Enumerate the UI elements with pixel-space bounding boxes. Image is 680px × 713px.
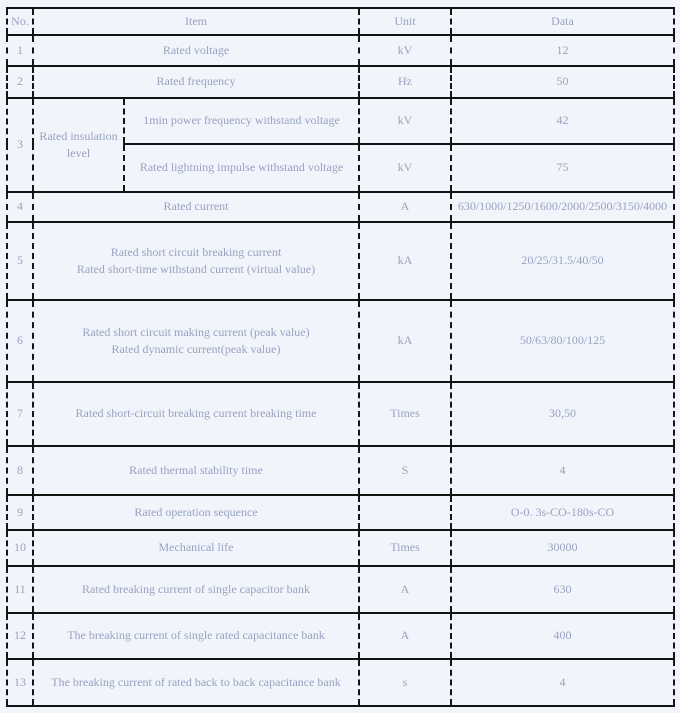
row-4-item: Rated current [33,192,359,222]
row-5-no: 5 [7,222,33,300]
table-row [7,659,674,706]
row-3a-data: 42 [451,98,674,144]
row-1-no: 1 [7,35,33,66]
table-row [7,222,674,300]
row-7-item: Rated short-circuit breaking current breaking time [33,382,359,446]
row-3a-item: 1min power frequency withstand voltage [124,98,359,144]
row-3b-item: Rated lightning impulse withstand voltage [124,144,359,192]
row-9-unit [359,495,451,530]
table-header-row [7,8,674,35]
row-3-group-label: Rated insulation level [33,98,124,192]
row-3b-data: 75 [451,144,674,192]
table-row [7,495,674,530]
table-row [7,566,674,613]
row-11-unit: A [359,566,451,613]
row-7-data: 30,50 [451,382,674,446]
row-6-item-line-1: Rated short circuit making current (peak value) [82,324,310,339]
row-10-data: 30000 [451,530,674,566]
row-12-item: The breaking current of single rated capacitance bank [33,613,359,659]
header-cell-no: No. [7,8,33,35]
row-5-unit: kA [359,222,451,300]
table-row [7,98,674,144]
row-11-item: Rated breaking current of single capacitor bank [33,566,359,613]
row-4-unit: A [359,192,451,222]
row-11-data: 630 [451,566,674,613]
row-6-item [33,300,359,382]
specification-table [6,7,675,707]
table-row [7,530,674,566]
row-5-data: 20/25/31.5/40/50 [451,222,674,300]
row-2-item: Rated frequency [33,66,359,98]
row-12-unit: A [359,613,451,659]
row-5-item [33,222,359,300]
header-cell-unit: Unit [359,8,451,35]
row-13-item: The breaking current of rated back to back capacitance bank [33,659,359,706]
row-1-data: 12 [451,35,674,66]
row-6-no: 6 [7,300,33,382]
row-6-unit: kA [359,300,451,382]
row-8-no: 8 [7,446,33,495]
row-3a-unit: kV [359,98,451,144]
table-row [7,35,674,66]
row-9-item: Rated operation sequence [33,495,359,530]
table-row [7,66,674,98]
row-12-no: 12 [7,613,33,659]
row-7-no: 7 [7,382,33,446]
row-12-data: 400 [451,613,674,659]
row-10-item: Mechanical life [33,530,359,566]
row-4-no: 4 [7,192,33,222]
row-13-data: 4 [451,659,674,706]
table-row [7,300,674,382]
row-2-unit: Hz [359,66,451,98]
row-8-unit: S [359,446,451,495]
row-1-item: Rated voltage [33,35,359,66]
row-1-unit: kV [359,35,451,66]
row-7-unit: Times [359,382,451,446]
row-2-no: 2 [7,66,33,98]
row-2-data: 50 [451,66,674,98]
row-13-unit: s [359,659,451,706]
row-10-no: 10 [7,530,33,566]
row-6-data: 50/63/80/100/125 [451,300,674,382]
row-5-item-line-2: Rated short-time withstand current (virtual value) [76,262,316,276]
row-5-item-line-1: Rated short circuit breaking current [110,244,282,259]
row-9-data: O-0. 3s-CO-180s-CO [451,495,674,530]
row-10-unit: Times [359,530,451,566]
table-row [7,613,674,659]
table-row [7,446,674,495]
row-3-no: 3 [7,98,33,192]
table-row [7,192,674,222]
header-cell-data: Data [451,8,674,35]
row-13-no: 13 [7,659,33,706]
row-4-data: 630/1000/1250/1600/2000/2500/3150/4000 [451,192,674,222]
row-6-item-line-2: Rated dynamic current(peak value) [111,342,281,356]
table-row [7,382,674,446]
header-cell-item: Item [33,8,359,35]
row-3b-unit: kV [359,144,451,192]
row-8-item: Rated thermal stability time [33,446,359,495]
row-9-no: 9 [7,495,33,530]
row-11-no: 11 [7,566,33,613]
row-8-data: 4 [451,446,674,495]
